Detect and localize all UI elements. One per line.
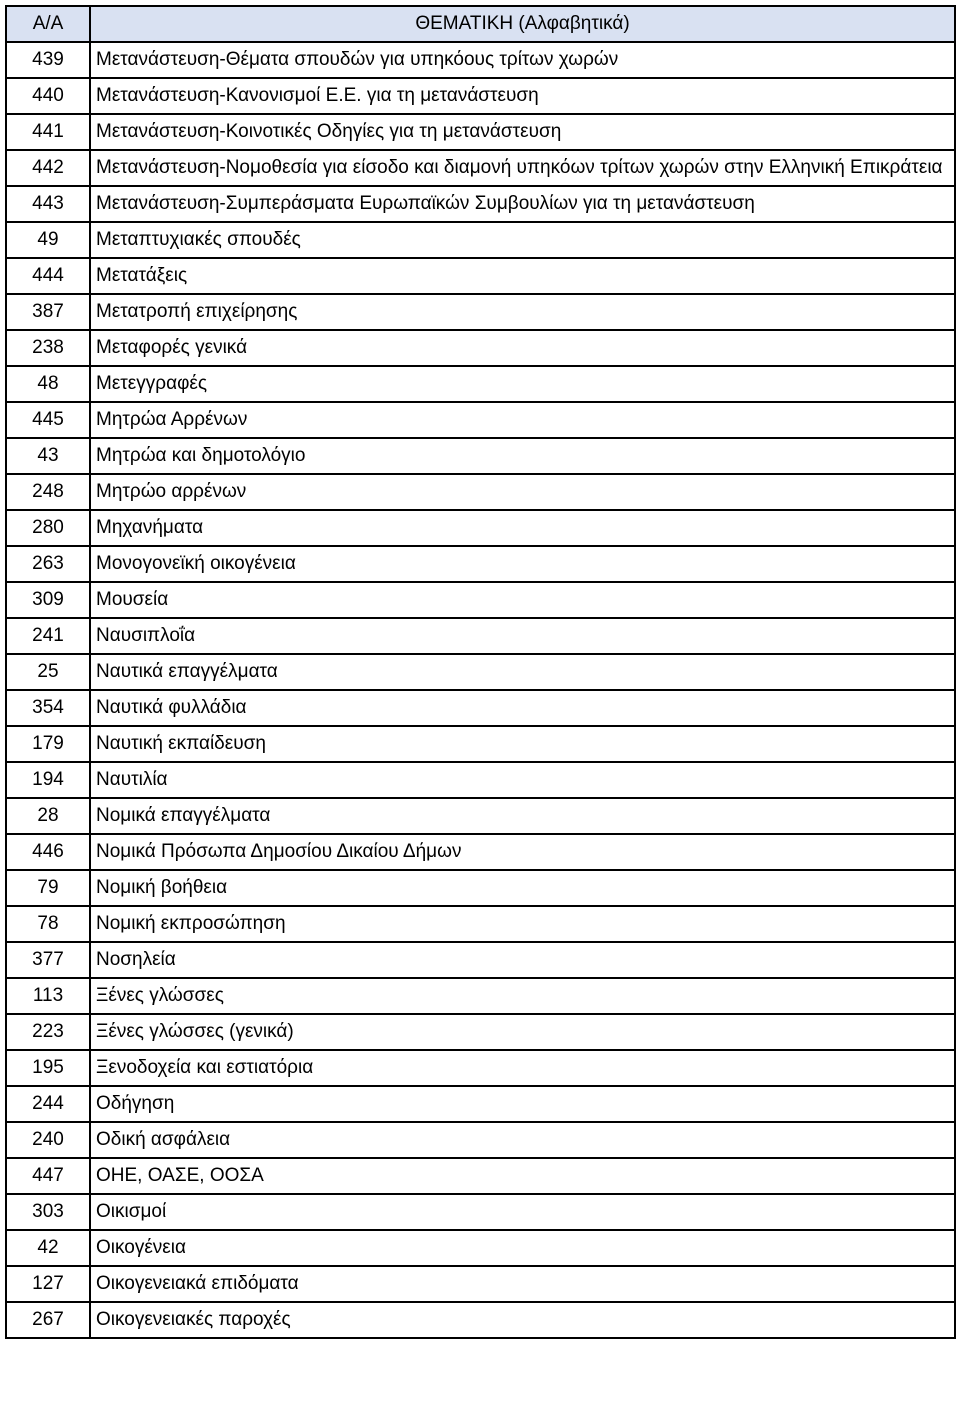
row-topic bbox=[90, 1230, 955, 1266]
row-topic-text: Μετανάστευση-Θέματα σπουδών για υπηκόους τρίτων χωρών bbox=[96, 49, 619, 70]
row-number: 28 bbox=[6, 798, 90, 834]
row-topic bbox=[90, 1302, 955, 1338]
table-row bbox=[6, 1194, 955, 1230]
table-row bbox=[6, 114, 955, 150]
row-topic bbox=[90, 1014, 955, 1050]
topic-column-header: ΘΕΜΑΤΙΚΗ (Αλφαβητικά) bbox=[90, 6, 955, 42]
row-topic bbox=[90, 222, 955, 258]
row-topic-text: Ναυτικά φυλλάδια bbox=[96, 697, 247, 718]
row-number: 442 bbox=[6, 150, 90, 186]
row-topic-text: Μηχανήματα bbox=[96, 517, 204, 538]
row-number: 42 bbox=[6, 1230, 90, 1266]
table-row bbox=[6, 690, 955, 726]
row-topic bbox=[90, 1158, 955, 1194]
row-topic-text: Νομικά Πρόσωπα Δημοσίου Δικαίου Δήμων bbox=[96, 841, 462, 862]
row-topic-text: Νομική εκπροσώπηση bbox=[96, 913, 286, 934]
table-row bbox=[6, 1230, 955, 1266]
table-row bbox=[6, 870, 955, 906]
table-row bbox=[6, 726, 955, 762]
row-topic bbox=[90, 294, 955, 330]
row-topic-text: Ξένες γλώσσες (γενικά) bbox=[96, 1021, 294, 1042]
row-topic bbox=[90, 942, 955, 978]
row-topic-text: Οικογενειακά επιδόματα bbox=[96, 1273, 299, 1294]
row-number: 441 bbox=[6, 114, 90, 150]
row-topic bbox=[90, 510, 955, 546]
table-row bbox=[6, 654, 955, 690]
row-number: 238 bbox=[6, 330, 90, 366]
row-topic bbox=[90, 1122, 955, 1158]
row-topic bbox=[90, 1194, 955, 1230]
row-topic-text: Ναυτιλία bbox=[96, 769, 168, 790]
row-topic bbox=[90, 582, 955, 618]
row-number: 194 bbox=[6, 762, 90, 798]
row-number: 48 bbox=[6, 366, 90, 402]
row-topic bbox=[90, 366, 955, 402]
table-row bbox=[6, 906, 955, 942]
row-topic bbox=[90, 654, 955, 690]
row-number: 439 bbox=[6, 42, 90, 78]
row-topic-text: Μητρώο αρρένων bbox=[96, 481, 247, 502]
table-row bbox=[6, 546, 955, 582]
row-topic-text: Μεταφορές γενικά bbox=[96, 337, 248, 358]
row-topic bbox=[90, 834, 955, 870]
table-row bbox=[6, 474, 955, 510]
row-topic bbox=[90, 1086, 955, 1122]
row-number: 248 bbox=[6, 474, 90, 510]
table-row bbox=[6, 1158, 955, 1194]
row-topic bbox=[90, 330, 955, 366]
table-row bbox=[6, 438, 955, 474]
row-number: 241 bbox=[6, 618, 90, 654]
row-topic-text: Μετατροπή επιχείρησης bbox=[96, 301, 298, 322]
row-number: 49 bbox=[6, 222, 90, 258]
table-row bbox=[6, 186, 955, 222]
row-number: 440 bbox=[6, 78, 90, 114]
row-topic bbox=[90, 726, 955, 762]
row-number: 43 bbox=[6, 438, 90, 474]
row-topic bbox=[90, 690, 955, 726]
row-topic bbox=[90, 798, 955, 834]
row-number: 79 bbox=[6, 870, 90, 906]
table-row bbox=[6, 582, 955, 618]
header-row bbox=[6, 6, 955, 42]
row-topic bbox=[90, 906, 955, 942]
row-number: 377 bbox=[6, 942, 90, 978]
table-row bbox=[6, 1302, 955, 1338]
row-number: 113 bbox=[6, 978, 90, 1014]
row-topic-text: Οικισμοί bbox=[96, 1201, 167, 1222]
row-topic-text: Ναυσιπλοΐα bbox=[96, 625, 196, 646]
row-topic bbox=[90, 402, 955, 438]
table-row bbox=[6, 978, 955, 1014]
table-row bbox=[6, 294, 955, 330]
row-topic-text: Μουσεία bbox=[96, 589, 169, 610]
table-row bbox=[6, 834, 955, 870]
table-row bbox=[6, 1086, 955, 1122]
table-row bbox=[6, 942, 955, 978]
row-topic bbox=[90, 474, 955, 510]
row-topic-text: Μετανάστευση-Συμπεράσματα Ευρωπαϊκών Συμβουλίων για τη μετανάστευση bbox=[96, 193, 755, 214]
row-topic-text: Οδική ασφάλεια bbox=[96, 1129, 231, 1150]
row-number: 223 bbox=[6, 1014, 90, 1050]
row-number: 445 bbox=[6, 402, 90, 438]
row-number: 444 bbox=[6, 258, 90, 294]
row-topic-text: Μητρώα και δημοτολόγιο bbox=[96, 445, 306, 466]
row-topic-text: Οικογένεια bbox=[96, 1237, 186, 1258]
row-topic-text: Οικογενειακές παροχές bbox=[96, 1309, 291, 1330]
table-body bbox=[6, 42, 955, 1338]
row-topic-text: Ξένες γλώσσες bbox=[96, 985, 224, 1006]
row-topic bbox=[90, 258, 955, 294]
row-topic bbox=[90, 618, 955, 654]
topics-table bbox=[5, 5, 956, 1339]
row-topic-text: Νομική βοήθεια bbox=[96, 877, 228, 898]
table-row bbox=[6, 366, 955, 402]
row-number: 78 bbox=[6, 906, 90, 942]
row-topic-text: Μονογονεϊκή οικογένεια bbox=[96, 553, 296, 574]
row-topic-text: Ναυτικά επαγγέλματα bbox=[96, 661, 278, 682]
row-topic bbox=[90, 870, 955, 906]
table-row bbox=[6, 42, 955, 78]
row-topic-text: ΟΗΕ, ΟΑΣΕ, ΟΟΣΑ bbox=[96, 1165, 264, 1186]
row-topic-text: Οδήγηση bbox=[96, 1093, 175, 1114]
row-number: 25 bbox=[6, 654, 90, 690]
row-number: 447 bbox=[6, 1158, 90, 1194]
table-row bbox=[6, 1014, 955, 1050]
row-number: 303 bbox=[6, 1194, 90, 1230]
row-number: 263 bbox=[6, 546, 90, 582]
table-row bbox=[6, 78, 955, 114]
row-topic bbox=[90, 1050, 955, 1086]
row-number: 280 bbox=[6, 510, 90, 546]
row-topic-text: Ναυτική εκπαίδευση bbox=[96, 733, 266, 754]
table-row bbox=[6, 1266, 955, 1302]
row-number: 443 bbox=[6, 186, 90, 222]
table-row bbox=[6, 798, 955, 834]
row-number: 179 bbox=[6, 726, 90, 762]
row-topic-text: Μετατάξεις bbox=[96, 265, 188, 286]
row-topic bbox=[90, 546, 955, 582]
row-topic-text: Νοσηλεία bbox=[96, 949, 176, 970]
row-number: 195 bbox=[6, 1050, 90, 1086]
row-topic-text: Μετανάστευση-Κανονισμοί Ε.Ε. για τη μετανάστευση bbox=[96, 85, 539, 106]
table-row bbox=[6, 222, 955, 258]
row-topic bbox=[90, 114, 955, 150]
row-topic bbox=[90, 978, 955, 1014]
row-topic bbox=[90, 78, 955, 114]
num-column-header: Α/Α bbox=[6, 6, 90, 42]
row-topic bbox=[90, 42, 955, 78]
row-number: 387 bbox=[6, 294, 90, 330]
table-row bbox=[6, 762, 955, 798]
row-number: 244 bbox=[6, 1086, 90, 1122]
row-topic-text: Ξενοδοχεία και εστιατόρια bbox=[96, 1057, 314, 1078]
row-number: 240 bbox=[6, 1122, 90, 1158]
row-number: 309 bbox=[6, 582, 90, 618]
row-topic-text: Μητρώα Αρρένων bbox=[96, 409, 248, 430]
row-number: 354 bbox=[6, 690, 90, 726]
row-number: 446 bbox=[6, 834, 90, 870]
row-topic-text: Μετανάστευση-Νομοθεσία για είσοδο και διαμονή υπηκόων τρίτων χωρών στην Ελληνική Επικράτεια bbox=[96, 157, 943, 178]
table-row bbox=[6, 510, 955, 546]
table-row bbox=[6, 258, 955, 294]
row-topic-text: Μεταπτυχιακές σπουδές bbox=[96, 229, 301, 250]
row-topic bbox=[90, 150, 955, 186]
row-topic bbox=[90, 762, 955, 798]
row-topic bbox=[90, 186, 955, 222]
row-topic-text: Μετανάστευση-Κοινοτικές Οδηγίες για τη μετανάστευση bbox=[96, 121, 562, 142]
row-topic bbox=[90, 438, 955, 474]
row-topic bbox=[90, 1266, 955, 1302]
row-topic-text: Νομικά επαγγέλματα bbox=[96, 805, 271, 826]
row-number: 127 bbox=[6, 1266, 90, 1302]
table-row bbox=[6, 1122, 955, 1158]
row-number: 267 bbox=[6, 1302, 90, 1338]
row-topic-text: Μετεγγραφές bbox=[96, 373, 208, 394]
table-row bbox=[6, 1050, 955, 1086]
table-row bbox=[6, 618, 955, 654]
table-row bbox=[6, 402, 955, 438]
table-row bbox=[6, 150, 955, 186]
table-row bbox=[6, 330, 955, 366]
